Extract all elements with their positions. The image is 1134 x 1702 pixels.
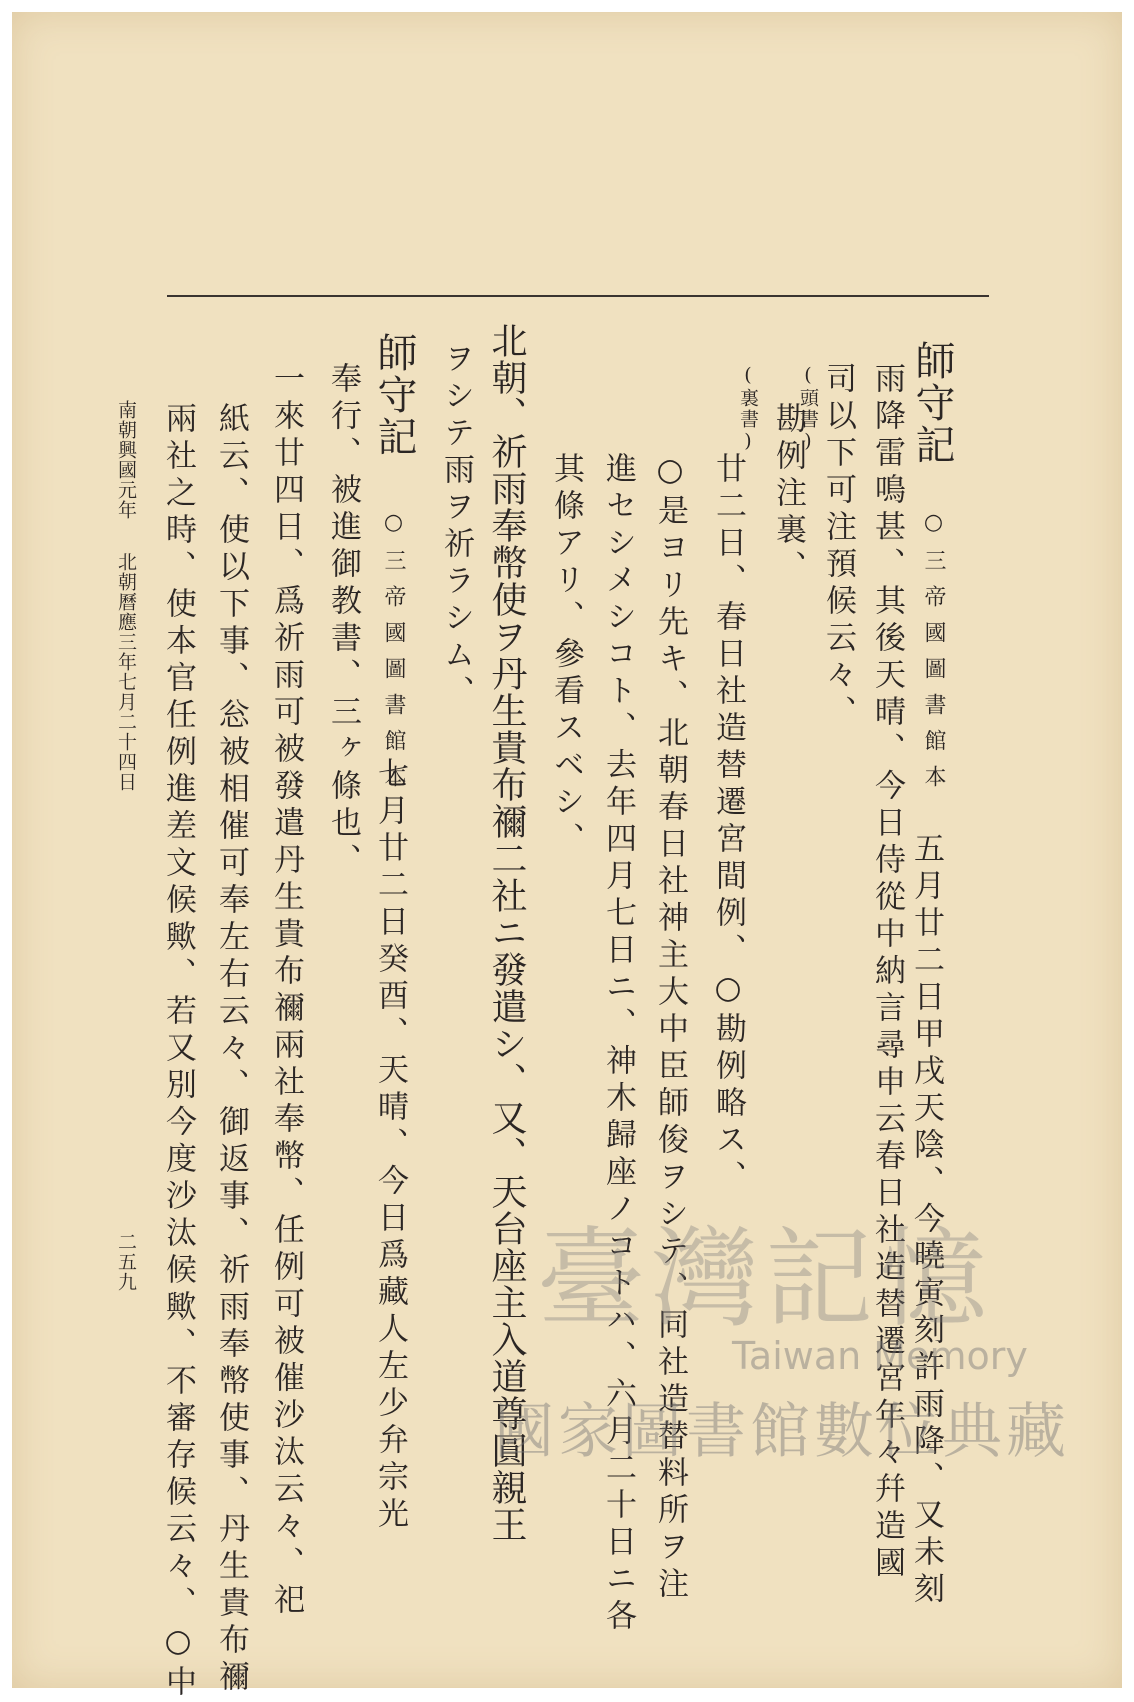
back-note-label: (裏書) xyxy=(737,364,759,454)
footer-era-south: 南朝興國元年 xyxy=(115,400,137,520)
page-title: 師守記 xyxy=(909,340,955,466)
entry-date-line: 五月廿二日甲戌天陰、今曉寅刻許雨降、又未刻 xyxy=(908,832,944,1609)
text-column: 兩社之時、使本官任例進差文候歟、若又別今度沙汰候歟、不審存候云々、○中 xyxy=(160,402,196,1702)
book-page xyxy=(12,12,1122,1702)
entry-date-line: 七月廿二日癸酉、天晴、今日爲藏人左少弁宗光 xyxy=(372,757,408,1534)
section-heading-cont: ヲシテ雨ヲ祈ラシム、 xyxy=(438,342,474,712)
text-column: 其條アリ、參看スベシ、 xyxy=(548,452,584,859)
entry-title: 師守記 xyxy=(371,332,417,458)
text-column: 勘例注裏、 xyxy=(770,402,806,587)
text-column: 進セシメシコト、去年四月七日ニ、神木歸座ノコトハ、六月二十日ニ各 xyxy=(600,452,636,1636)
section-heading: 北朝、祈雨奉幣使ヲ丹生貴布禰二社ニ發遣シ、又、天台座主入道尊圓親王 xyxy=(486,322,527,1543)
footer-era-north: 北朝曆應三年七月二十四日 xyxy=(115,552,137,792)
page-number: 二五九 xyxy=(115,1232,137,1292)
text-column: 一來廿四日、爲祈雨可被發遣丹生貴布禰兩社奉幣、任例可被催沙汰云々、祀 xyxy=(268,362,304,1620)
text-column: 雨降雷鳴甚、其後天晴、今日侍從中納言尋申云春日社造替遷宮年々幷造國 xyxy=(869,362,905,1583)
entry-source-note: ○三帝國圖書館本 xyxy=(381,510,406,801)
source-note: ○三帝國圖書館本 xyxy=(921,510,946,801)
text-column: 紙云、使以下事、忩被相催可奉左右云々、御返事、祈雨奉幣使事、丹生貴布禰 xyxy=(213,402,249,1697)
header-rule xyxy=(167,295,989,297)
watermark-logo: 臺灣記憶 xyxy=(537,1217,994,1342)
text-column: ○是ヨリ先キ、北朝春日社神主大中臣師俊ヲシテ、同社造替料所ヲ注 xyxy=(652,452,688,1604)
text-column: 廿二日、春日社造替遷宮間例、○勘例略ス、 xyxy=(710,452,746,1197)
text-column: 奉行、被進御教書、三ヶ條也、 xyxy=(325,362,361,880)
watermark-english: Taiwan Memory xyxy=(732,1334,1028,1378)
head-note-label: (頭書) xyxy=(797,364,819,454)
text-column: 司以下可注預候云々、 xyxy=(820,362,856,732)
watermark-chinese: 國家圖書館數位典藏 xyxy=(494,1397,1070,1467)
